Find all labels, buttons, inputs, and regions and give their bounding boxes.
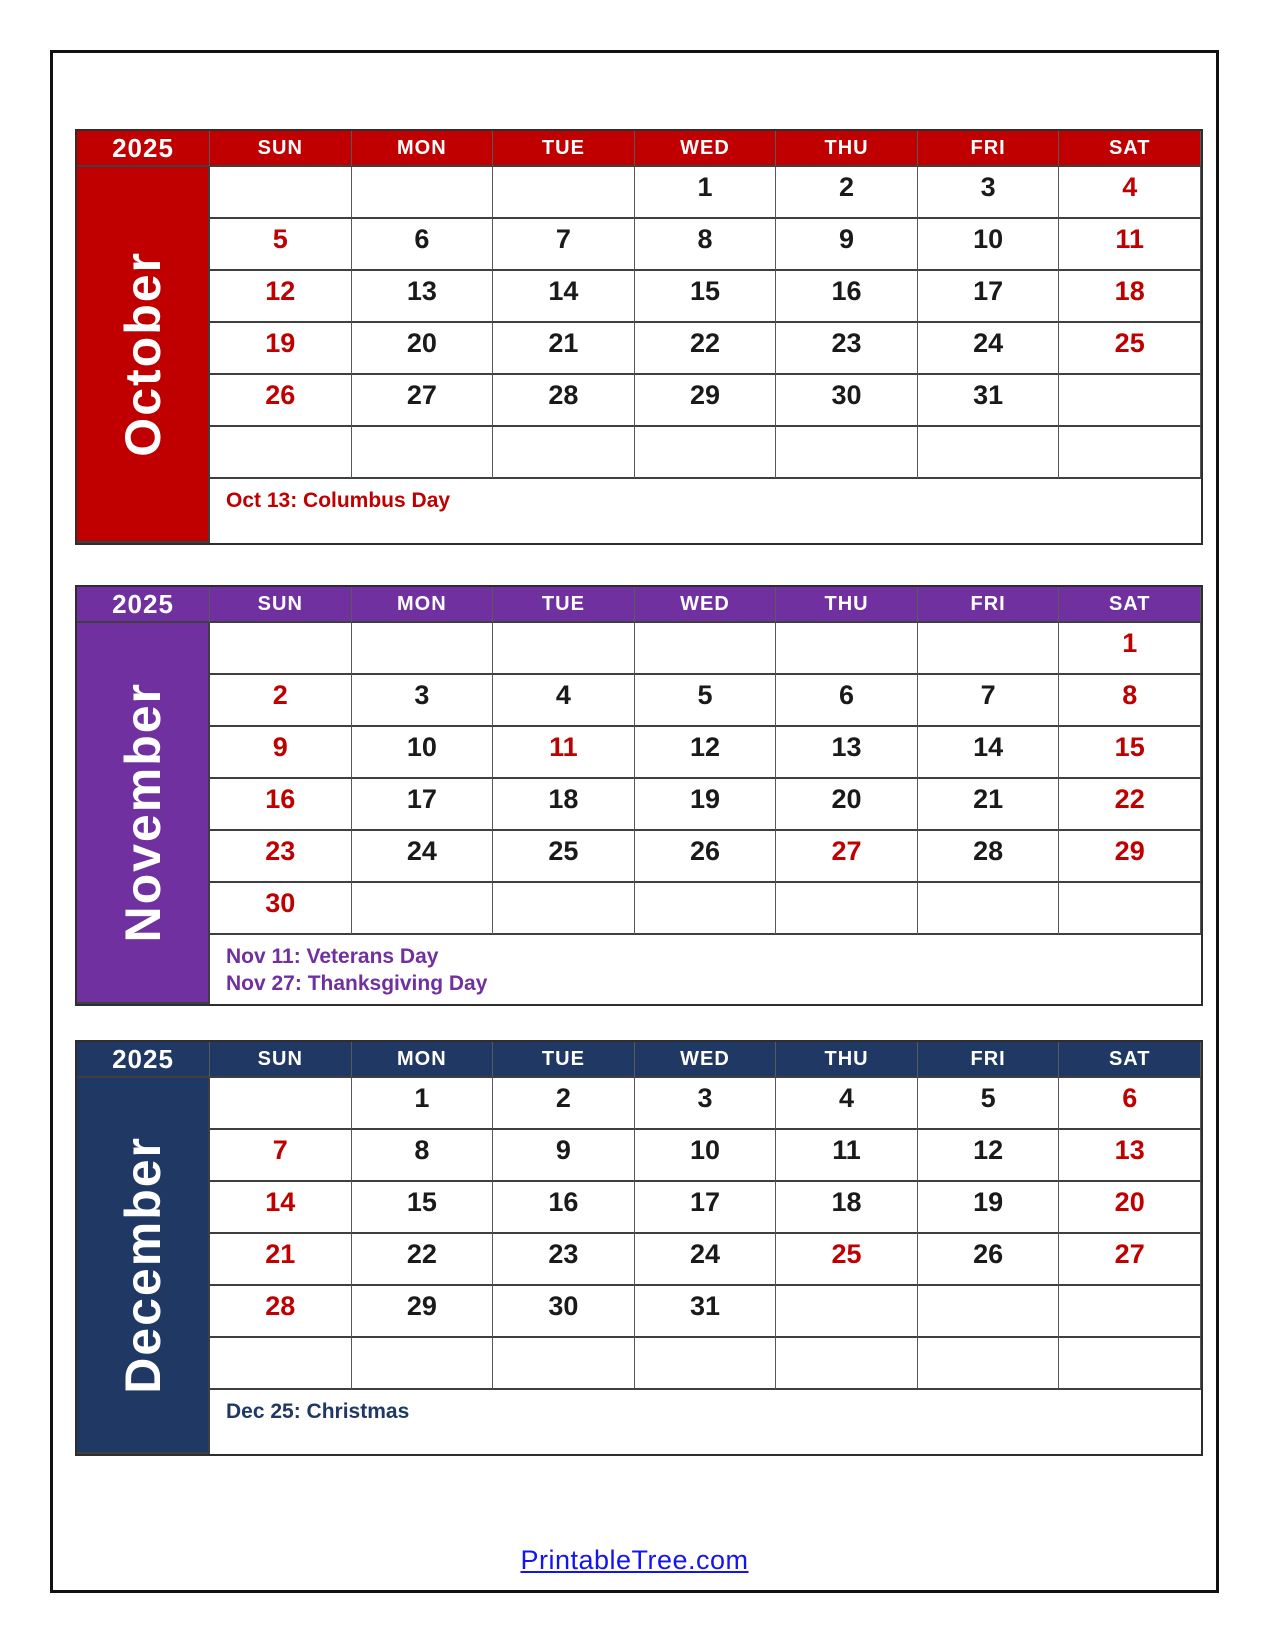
empty-date-cell: [352, 427, 494, 479]
date-cell: 23: [493, 1234, 635, 1286]
day-header-tue: TUE: [493, 1042, 635, 1078]
day-header-thu: THU: [776, 587, 918, 623]
date-cell: 13: [352, 271, 494, 323]
day-header-wed: WED: [635, 131, 777, 167]
date-cell: 20: [776, 779, 918, 831]
date-cell: 29: [352, 1286, 494, 1338]
calendar-grid: [75, 129, 1203, 545]
day-header-tue: TUE: [493, 587, 635, 623]
date-cell: 24: [635, 1234, 777, 1286]
date-cell: 11: [776, 1130, 918, 1182]
holiday-note: Oct 13: Columbus Day: [226, 489, 451, 512]
holiday-note: Nov 27: Thanksgiving Day: [226, 972, 488, 995]
calendar-grid: [75, 585, 1203, 1006]
date-cell: 23: [776, 323, 918, 375]
holiday-notes: [210, 479, 1201, 543]
empty-date-cell: [918, 883, 1060, 935]
date-cell: 20: [352, 323, 494, 375]
date-cell: 4: [1059, 167, 1201, 219]
date-cell: 6: [352, 219, 494, 271]
month-name-column: [77, 1078, 210, 1454]
date-cell: 5: [210, 219, 352, 271]
empty-date-cell: [352, 167, 494, 219]
empty-date-cell: [918, 623, 1060, 675]
date-cell: 24: [352, 831, 494, 883]
date-cell: 1: [352, 1078, 494, 1130]
empty-date-cell: [210, 1078, 352, 1130]
day-header-sat: SAT: [1059, 131, 1201, 167]
date-cell: 29: [1059, 831, 1201, 883]
date-cell: 19: [918, 1182, 1060, 1234]
date-cell: 19: [635, 779, 777, 831]
date-cell: 26: [635, 831, 777, 883]
empty-date-cell: [352, 883, 494, 935]
empty-date-cell: [776, 1286, 918, 1338]
date-cell: 16: [210, 779, 352, 831]
date-cell: 18: [776, 1182, 918, 1234]
empty-date-cell: [493, 623, 635, 675]
empty-date-cell: [1059, 375, 1201, 427]
empty-date-cell: [918, 1286, 1060, 1338]
year-label: 2025: [77, 131, 210, 167]
empty-date-cell: [635, 1338, 777, 1390]
month-name-column: [77, 623, 210, 1004]
date-cell: 17: [918, 271, 1060, 323]
year-label: 2025: [77, 587, 210, 623]
date-cell: 3: [918, 167, 1060, 219]
empty-date-cell: [776, 883, 918, 935]
date-cell: 23: [210, 831, 352, 883]
day-header-wed: WED: [635, 587, 777, 623]
day-header-tue: TUE: [493, 131, 635, 167]
empty-date-cell: [1059, 1338, 1201, 1390]
month-name-column: [77, 167, 210, 543]
empty-date-cell: [918, 427, 1060, 479]
date-cell: 8: [352, 1130, 494, 1182]
date-cell: 17: [352, 779, 494, 831]
calendar-month-december: [75, 1040, 1203, 1456]
date-cell: 3: [635, 1078, 777, 1130]
day-header-sun: SUN: [210, 587, 352, 623]
year-label: 2025: [77, 1042, 210, 1078]
date-cell: 4: [493, 675, 635, 727]
empty-date-cell: [493, 427, 635, 479]
day-header-fri: FRI: [918, 1042, 1060, 1078]
date-cell: 31: [918, 375, 1060, 427]
month-name-label: November: [114, 682, 171, 943]
date-cell: 11: [1059, 219, 1201, 271]
date-cell: 1: [635, 167, 777, 219]
date-cell: 13: [776, 727, 918, 779]
date-cell: 25: [493, 831, 635, 883]
date-cell: 27: [1059, 1234, 1201, 1286]
empty-date-cell: [210, 1338, 352, 1390]
day-header-mon: MON: [352, 131, 494, 167]
empty-date-cell: [352, 1338, 494, 1390]
date-cell: 28: [493, 375, 635, 427]
empty-date-cell: [493, 1338, 635, 1390]
date-cell: 5: [918, 1078, 1060, 1130]
empty-date-cell: [210, 623, 352, 675]
calendar-grid: [75, 1040, 1203, 1456]
page-frame: [50, 50, 1219, 1593]
date-cell: 9: [210, 727, 352, 779]
day-header-fri: FRI: [918, 131, 1060, 167]
date-cell: 20: [1059, 1182, 1201, 1234]
date-cell: 2: [776, 167, 918, 219]
day-header-mon: MON: [352, 587, 494, 623]
date-cell: 31: [635, 1286, 777, 1338]
date-cell: 15: [352, 1182, 494, 1234]
date-cell: 10: [918, 219, 1060, 271]
empty-date-cell: [635, 427, 777, 479]
month-name-label: December: [114, 1136, 171, 1394]
date-cell: 28: [210, 1286, 352, 1338]
date-cell: 27: [352, 375, 494, 427]
day-header-sun: SUN: [210, 1042, 352, 1078]
date-cell: 8: [635, 219, 777, 271]
date-cell: 22: [352, 1234, 494, 1286]
date-cell: 29: [635, 375, 777, 427]
day-header-sat: SAT: [1059, 587, 1201, 623]
empty-date-cell: [776, 1338, 918, 1390]
day-header-fri: FRI: [918, 587, 1060, 623]
empty-date-cell: [210, 167, 352, 219]
holiday-notes: [210, 935, 1201, 1004]
empty-date-cell: [493, 883, 635, 935]
empty-date-cell: [635, 623, 777, 675]
date-cell: 9: [493, 1130, 635, 1182]
day-header-sun: SUN: [210, 131, 352, 167]
date-cell: 12: [210, 271, 352, 323]
holiday-note: Nov 11: Veterans Day: [226, 945, 439, 968]
date-cell: 22: [1059, 779, 1201, 831]
date-cell: 6: [776, 675, 918, 727]
date-cell: 6: [1059, 1078, 1201, 1130]
date-cell: 15: [635, 271, 777, 323]
calendar-month-october: [75, 129, 1203, 545]
date-cell: 30: [776, 375, 918, 427]
date-cell: 14: [493, 271, 635, 323]
date-cell: 16: [493, 1182, 635, 1234]
date-cell: 30: [210, 883, 352, 935]
calendar-month-november: [75, 585, 1203, 1006]
empty-date-cell: [776, 623, 918, 675]
date-cell: 25: [776, 1234, 918, 1286]
empty-date-cell: [493, 167, 635, 219]
date-cell: 21: [493, 323, 635, 375]
date-cell: 10: [635, 1130, 777, 1182]
empty-date-cell: [1059, 427, 1201, 479]
date-cell: 4: [776, 1078, 918, 1130]
date-cell: 2: [210, 675, 352, 727]
date-cell: 21: [210, 1234, 352, 1286]
date-cell: 7: [210, 1130, 352, 1182]
date-cell: 5: [635, 675, 777, 727]
date-cell: 12: [918, 1130, 1060, 1182]
date-cell: 18: [1059, 271, 1201, 323]
empty-date-cell: [210, 427, 352, 479]
day-header-thu: THU: [776, 131, 918, 167]
empty-date-cell: [918, 1338, 1060, 1390]
day-header-sat: SAT: [1059, 1042, 1201, 1078]
date-cell: 14: [210, 1182, 352, 1234]
date-cell: 25: [1059, 323, 1201, 375]
footer: [53, 1545, 1216, 1576]
date-cell: 7: [918, 675, 1060, 727]
date-cell: 27: [776, 831, 918, 883]
footer-link[interactable]: PrintableTree.com: [520, 1545, 749, 1575]
holiday-note: Dec 25: Christmas: [226, 1400, 410, 1423]
date-cell: 7: [493, 219, 635, 271]
holiday-notes: [210, 1390, 1201, 1454]
date-cell: 17: [635, 1182, 777, 1234]
empty-date-cell: [1059, 1286, 1201, 1338]
empty-date-cell: [776, 427, 918, 479]
date-cell: 14: [918, 727, 1060, 779]
date-cell: 11: [493, 727, 635, 779]
date-cell: 19: [210, 323, 352, 375]
date-cell: 30: [493, 1286, 635, 1338]
date-cell: 10: [352, 727, 494, 779]
date-cell: 13: [1059, 1130, 1201, 1182]
empty-date-cell: [352, 623, 494, 675]
day-header-wed: WED: [635, 1042, 777, 1078]
date-cell: 28: [918, 831, 1060, 883]
date-cell: 12: [635, 727, 777, 779]
date-cell: 2: [493, 1078, 635, 1130]
date-cell: 9: [776, 219, 918, 271]
empty-date-cell: [1059, 883, 1201, 935]
day-header-mon: MON: [352, 1042, 494, 1078]
date-cell: 18: [493, 779, 635, 831]
date-cell: 15: [1059, 727, 1201, 779]
date-cell: 22: [635, 323, 777, 375]
date-cell: 24: [918, 323, 1060, 375]
empty-date-cell: [635, 883, 777, 935]
date-cell: 26: [210, 375, 352, 427]
date-cell: 3: [352, 675, 494, 727]
date-cell: 16: [776, 271, 918, 323]
date-cell: 1: [1059, 623, 1201, 675]
date-cell: 8: [1059, 675, 1201, 727]
date-cell: 21: [918, 779, 1060, 831]
date-cell: 26: [918, 1234, 1060, 1286]
day-header-thu: THU: [776, 1042, 918, 1078]
month-name-label: October: [114, 251, 171, 457]
